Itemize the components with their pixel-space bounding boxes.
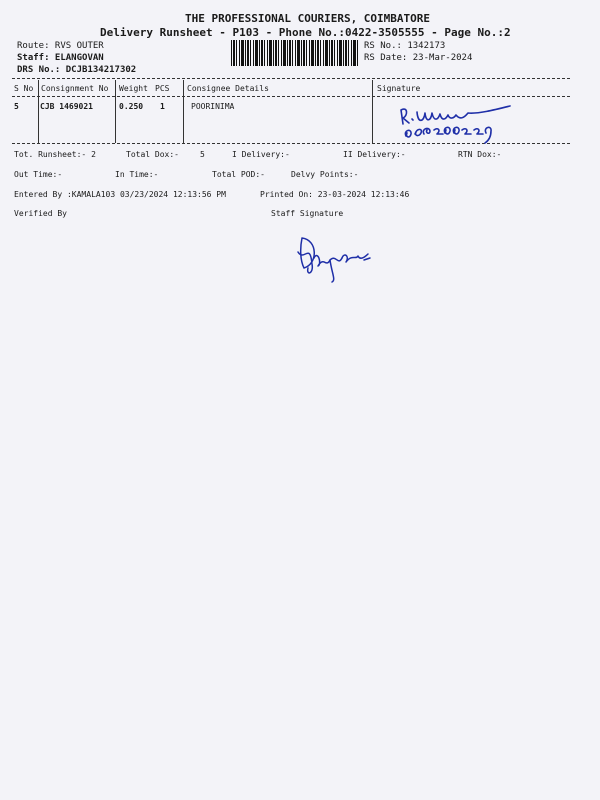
drs-number: DRS No.: DCJB134217302 — [17, 65, 137, 75]
company-title: THE PROFESSIONAL COURIERS, COIMBATORE — [185, 12, 431, 25]
total-dox-value: 5 — [200, 150, 205, 159]
staff-signature-image — [296, 234, 376, 284]
header-consignee: Consignee Details — [187, 84, 269, 93]
row-pcs: 1 — [160, 102, 165, 111]
table-header-rule — [12, 96, 570, 97]
printed-on: Printed On: 23-03-2024 12:13:46 — [260, 190, 410, 199]
total-pod: Total POD:- — [212, 170, 265, 179]
staff-signature-label: Staff Signature — [271, 209, 344, 218]
column-divider — [372, 80, 373, 143]
runsheet-subtitle: Delivery Runsheet - P103 - Phone No.:0422-3505555 - Page No.:2 — [100, 26, 511, 39]
header-signature: Signature — [377, 84, 421, 93]
rtn-dox: RTN Dox:- — [458, 150, 502, 159]
i-delivery: I Delivery:- — [232, 150, 290, 159]
staff-label: Staff: ELANGOVAN — [17, 53, 104, 63]
rs-number: RS No.: 1342173 — [364, 41, 446, 51]
out-time: Out Time:- — [14, 170, 63, 179]
table-top-rule — [12, 78, 570, 79]
row-consignment: CJB 1469021 — [40, 102, 93, 111]
row-sno: 5 — [14, 102, 19, 111]
verified-by: Verified By — [14, 209, 67, 218]
column-divider — [115, 80, 116, 143]
entered-by: Entered By :KAMALA103 03/23/2024 12:13:56 PM — [14, 190, 226, 199]
barcode — [231, 40, 359, 66]
delvy-points: Delvy Points:- — [291, 170, 359, 179]
in-time: In Time:- — [115, 170, 159, 179]
route-label: Route: RVS OUTER — [17, 41, 104, 51]
column-divider — [183, 80, 184, 143]
total-dox-label: Total Dox:- — [126, 150, 179, 159]
row-consignee: POORINIMA — [191, 102, 235, 111]
rs-date: RS Date: 23-Mar-2024 — [364, 53, 473, 63]
header-sno: S No — [14, 84, 34, 93]
header-weight: Weight — [119, 84, 148, 93]
tot-runsheet: Tot. Runsheet:- 2 — [14, 150, 96, 159]
row-weight: 0.250 — [119, 102, 144, 111]
column-divider — [38, 80, 39, 143]
header-pcs: PCS — [155, 84, 170, 93]
table-bottom-rule — [12, 143, 570, 144]
ii-delivery: II Delivery:- — [343, 150, 406, 159]
header-consignment: Consignment No — [41, 84, 109, 93]
receiver-signature-image — [398, 100, 578, 140]
